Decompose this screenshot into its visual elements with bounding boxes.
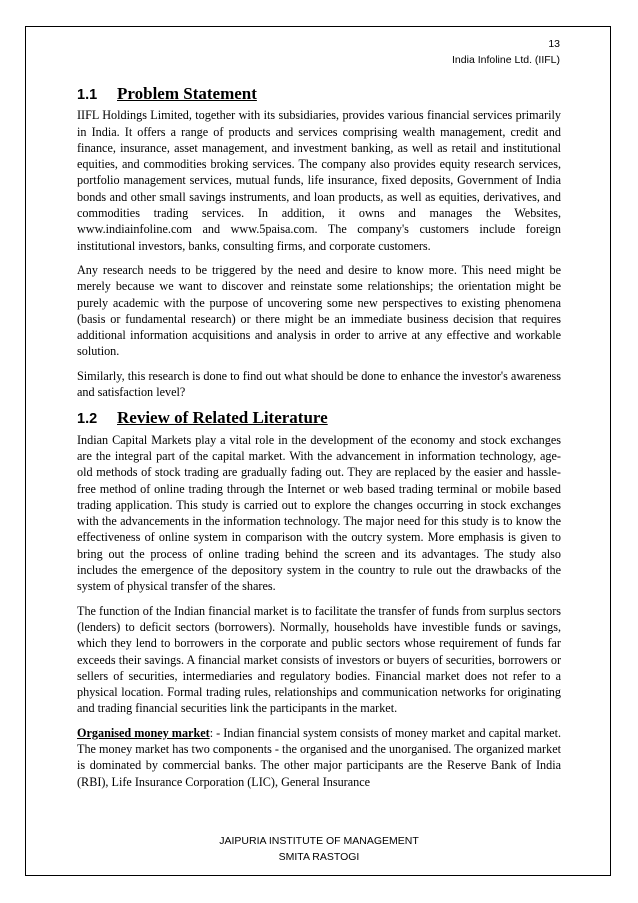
paragraph: IIFL Holdings Limited, together with its subsidiaries, provides various financial services primarily in India. It offers a range of products and services comprising wealth management, credit and finance, insurance, asset management, and investment banking, as well as retail and institutional equities, and commodities broking services. The company also provides equity research services, portfolio management services, mutual funds, life insurance, fixed deposits, Government of India bonds and other small savings instruments, and loan products, as well as equities, derivatives, and commodities trading services. In addition, it owns and manages the Websites, www.indiainfoline.com and www.5paisa.com. The company's customers include foreign institutional investors, banks, consulting firms, and corporate customers. (77, 108, 561, 253)
paragraph: Any research needs to be triggered by the need and desire to know more. This need might be merely because we want to discover and reinstate some relationships; the orientation might be purely academic with the purpose of uncovering some new perspectives to existing phenomena (basis or fundamental research) or there might be an immediate business decision that requires additional information acquisitions and analysis in order to arrive at any effective and workable solution. (77, 262, 561, 359)
paragraph-text: : - Indian financial system consists of money market and capital market. The money market has two components - the organised and the unorganised. The organized market is dominated by commercial banks. The other major participants are the Reserve Bank of India (RBI), Life Insurance Corporation (LIC), General Insurance (77, 725, 562, 789)
header-company: India Infoline Ltd. (IIFL) (452, 54, 560, 66)
footer-author: SMITA RASTOGI (278, 851, 360, 863)
section-number: 1.1 (77, 87, 98, 103)
paragraph: Similarly, this research is done to find out what should be done to enhance the investor's awareness and satisfaction level? (77, 368, 561, 400)
footer-institute: JAIPURIA INSTITUTE OF MANAGEMENT (219, 835, 419, 847)
paragraph: The function of the Indian financial market is to facilitate the transfer of funds from surplus sectors (lenders) to deficit sectors (borrowers). Normally, households have investible funds or savings, which they lend to borrowers in the corporate and public sectors whose requirement of funds far exceeds their savings. A financial market consists of investors or buyers of securities, borrowers or sellers of securities, intermediaries and regulatory bodies. Financial market does not refer to a physical location. Formal trading rules, relationships and communication networks for originating and trading financial securities link the participants in the market. (77, 603, 561, 716)
section-title: Review of Related Literature (117, 408, 328, 428)
page-number: 13 (548, 38, 560, 50)
section-heading-problem-statement (77, 86, 561, 103)
section-title: Problem Statement (117, 84, 257, 103)
section-number: 1.2 (77, 411, 98, 428)
document-body (77, 86, 561, 798)
paragraph: Indian Capital Markets play a vital role in the development of the economy and stock exchanges are the integral part of the capital market. With the advancement in information technology, age-old methods of stock trading are gradually fading out. They are replaced by the easier and hassle-free method of online trading through the Internet or web based trading terminal or mobile based trading application. This study is carried out to explore the changes occurring in stock exchanges with the advancements in the information technology. The major need for this study is to know the effectiveness of online system in comparison with the outcry system. More emphasis is given to bring out the process of online trading behind the screen and its advantages. The study also includes the emergence of the depository system in the country to rule out the drawbacks of the system of physical transfer of the shares. (77, 432, 561, 594)
section-heading-review-literature (77, 410, 561, 427)
paragraph-organised-money-market (77, 725, 561, 790)
defined-term: Organised money market (77, 725, 210, 740)
